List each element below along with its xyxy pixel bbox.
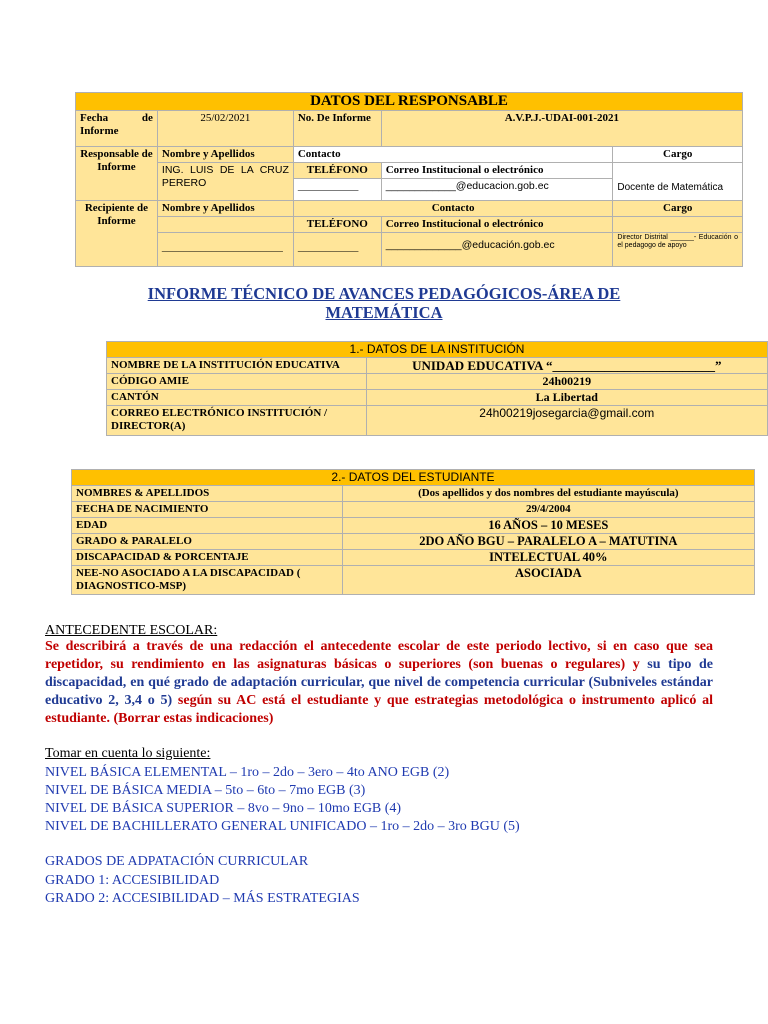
institucion-label: NOMBRE DE LA INSTITUCIÓN EDUCATIVA [107, 358, 367, 374]
telefono-label: TELÉFONO [293, 163, 381, 179]
institucion-value: UNIDAD EDUCATIVA “_________________________” [366, 358, 767, 374]
correo-inst-value: 24h00219josegarcia@gmail.com [366, 406, 767, 436]
telefono2-label: TELÉFONO [293, 217, 381, 233]
cargo2-value: Director Distrital ______- Educación o el pedagogo de apoyo [613, 233, 743, 267]
responsable-table [75, 92, 743, 267]
nombres-value: (Dos apellidos y dos nombres del estudiante mayúscula) [342, 486, 754, 502]
antecedente-title: ANTECEDENTE ESCOLAR: [45, 623, 218, 638]
fecha-value: 25/02/2021 [157, 111, 293, 147]
nee-value: ASOCIADA [342, 566, 754, 595]
responsable-label: Responsable de Informe [76, 147, 158, 201]
canton-label: CANTÓN [107, 390, 367, 406]
recipiente-label: Recipiente de Informe [76, 201, 158, 267]
nee-label: NEE-NO ASOCIADO A LA DISCAPACIDAD ( DIAGNOSTICO-MSP) [72, 566, 343, 595]
cargo-value: Docente de Matemática [613, 163, 743, 201]
nivel-media: NIVEL DE BÁSICA MEDIA – 5to – 6to – 7mo EGB (3) [45, 783, 366, 798]
no-informe-value: A.V.P.J.-UDAI-001-2021 [381, 111, 742, 147]
nacimiento-label: FECHA DE NACIMIENTO [72, 502, 343, 518]
grado-label: GRADO & PARALELO [72, 534, 343, 550]
discapacidad-value: INTELECTUAL 40% [342, 550, 754, 566]
estudiante-heading: 2.- DATOS DEL ESTUDIANTE [72, 470, 755, 486]
nombre2-label: Nombre y Apellidos [157, 201, 293, 217]
correo-inst-label: CORREO ELECTRÓNICO INSTITUCIÓN / DIRECTOR(A) [107, 406, 367, 436]
report-title: INFORME TÉCNICO DE AVANCES PEDAGÓGICOS-ÁREA DE MATEMÁTICA [147, 284, 621, 322]
no-informe-label: No. De Informe [293, 111, 381, 147]
responsable-heading: DATOS DEL RESPONSABLE [76, 93, 743, 111]
correo2-value: _____________@educación.gob.ec [381, 233, 613, 267]
nombre-label: Nombre y Apellidos [157, 147, 293, 163]
nombres-label: NOMBRES & APELLIDOS [72, 486, 343, 502]
antecedente-p2: su tipo de discapacidad, en qué grado de adaptación curricular, que nivel de competencia curricular (Subniveles estándar educativo 2, 3,4 o 5) [45, 657, 713, 708]
amie-value: 24h00219 [366, 374, 767, 390]
telefono-value: ___________ [293, 179, 381, 201]
tomar-en-cuenta: Tomar en cuenta lo siguiente: [45, 746, 211, 761]
institucion-table [106, 341, 768, 436]
telefono2-value: ___________ [293, 233, 381, 267]
nivel-superior: NIVEL DE BÁSICA SUPERIOR – 8vo – 9no – 10mo EGB (4) [45, 801, 402, 816]
contacto2-label: Contacto [293, 201, 613, 217]
discapacidad-label: DISCAPACIDAD & PORCENTAJE [72, 550, 343, 566]
edad-value: 16 AÑOS – 10 MESES [342, 518, 754, 534]
nacimiento-value: 29/4/2004 [342, 502, 754, 518]
antecedente-p1: Se describirá a través de una redacción el antecedente escolar de este periodo lectivo, si en caso que sea repetidor, su rendimiento en las asignaturas básicas o superiores (son buenas o regulares) y [45, 639, 713, 672]
nivel-bachillerato: NIVEL DE BACHILLERATO GENERAL UNIFICADO – 1ro – 2do – 3ro BGU (5) [45, 819, 520, 834]
correo2-label: Correo Institucional o electrónico [381, 217, 613, 233]
grado-value: 2DO AÑO BGU – PARALELO A – MATUTINA [342, 534, 754, 550]
canton-value: La Libertad [366, 390, 767, 406]
fecha-label: Fecha de Informe [76, 111, 158, 147]
antecedente-p3: según su AC está el estudiante y que estrategias metodológica o instrumento aplicó al estudiante. (Borrar estas indicaciones) [45, 693, 713, 726]
nivel-elemental: NIVEL BÁSICA ELEMENTAL – 1ro – 2do – 3ero – 4to ANO EGB (2) [45, 765, 450, 780]
cargo2-label: Cargo [613, 201, 743, 217]
grado-1: GRADO 1: ACCESIBILIDAD [45, 873, 220, 888]
grados-title: GRADOS DE ADPATACIÓN CURRICULAR [45, 854, 309, 869]
correo-value: ____________@educacion.gob.ec [381, 179, 613, 201]
estudiante-table [71, 469, 755, 595]
correo-label: Correo Institucional o electrónico [381, 163, 613, 179]
cargo-label: Cargo [613, 147, 743, 163]
edad-label: EDAD [72, 518, 343, 534]
contacto-label: Contacto [293, 147, 613, 163]
antecedente-body [45, 638, 713, 728]
institucion-heading: 1.- DATOS DE LA INSTITUCIÓN [107, 342, 768, 358]
amie-label: CÓDIGO AMIE [107, 374, 367, 390]
recipiente-nombre: ______________________ [157, 233, 293, 267]
grado-2: GRADO 2: ACCESIBILIDAD – MÁS ESTRATEGIAS [45, 891, 360, 906]
responsable-nombre: ING. LUIS DE LA CRUZ PERERO [157, 163, 293, 201]
